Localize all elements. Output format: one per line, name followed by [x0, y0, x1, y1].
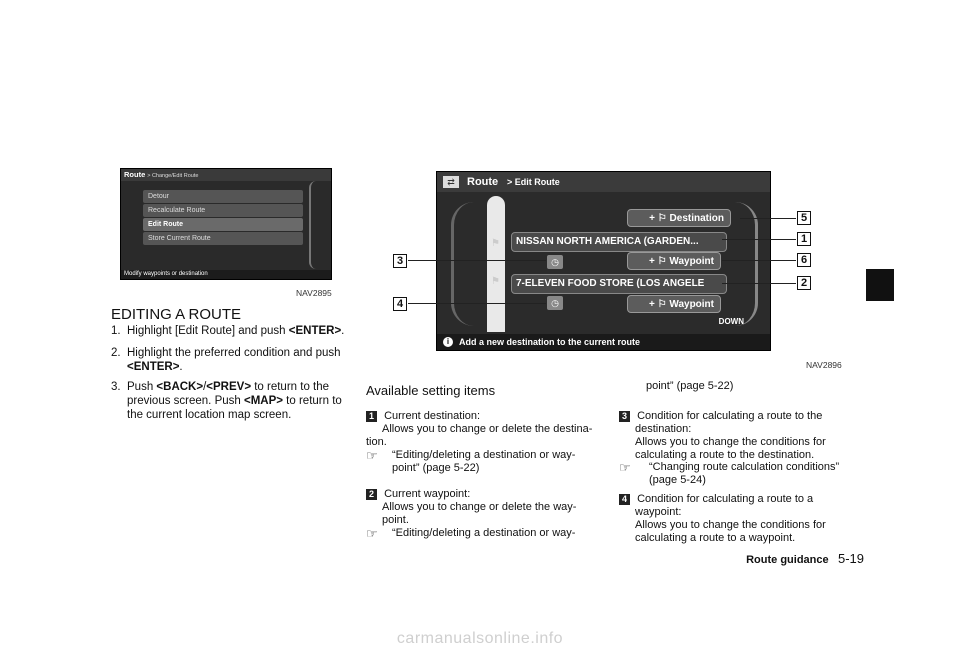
figure-caption-1: NAV2895	[296, 288, 332, 298]
item-current-destination: 1 Current destination: Allows you to change or delete the destina- tion.	[366, 410, 593, 448]
badge-3: 3	[619, 411, 630, 422]
callout-leader-1	[722, 239, 796, 240]
route-condition-icon-1[interactable]: ◷	[547, 255, 563, 269]
info-icon: i	[443, 337, 453, 347]
page-footer	[746, 551, 864, 566]
destination-row[interactable]: NISSAN NORTH AMERICA (GARDEN...	[511, 232, 727, 252]
scroll-rail	[309, 181, 323, 269]
section-title: EDITING A ROUTE	[111, 306, 242, 323]
route-icon: ⇄	[443, 176, 459, 188]
ref-route-conditions[interactable]: ☞ “Changing route calculation conditions” (page 5-24)	[619, 460, 840, 486]
figure-caption-2: NAV2896	[806, 360, 842, 370]
footer-section-name: Route guidance	[746, 554, 829, 566]
screen-header	[121, 169, 331, 181]
item-current-waypoint: 2 Current waypoint: Allows you to change or delete the way- point.	[366, 488, 598, 527]
waypoint-flag-icon: ⚑	[491, 276, 500, 287]
screen-footer: i Add a new destination to the current route	[437, 334, 770, 350]
ref-waypoint-1[interactable]: ☞ “Editing/deleting a destination or way-	[366, 526, 576, 541]
ref-destination-1[interactable]: ☞ “Editing/deleting a destination or way- point” (page 5-22)	[366, 448, 576, 474]
add-waypoint-button-2[interactable]: + ⚐ Waypoint	[627, 295, 721, 313]
screen-header	[437, 172, 770, 192]
badge-4: 4	[619, 494, 630, 505]
callout-3: 3	[393, 254, 407, 268]
callout-1: 1	[797, 232, 811, 246]
screen-subtitle: > Change/Edit Route	[147, 173, 199, 179]
scroll-arc-right	[735, 202, 758, 326]
callout-leader-4	[408, 303, 546, 304]
menu-item-detour[interactable]: Detour	[143, 190, 303, 203]
reference-arrow-icon: ☞	[366, 526, 378, 541]
screen-image-edit-route	[436, 171, 771, 351]
callout-leader-2	[722, 283, 796, 284]
route-bar	[487, 196, 505, 332]
section-tab-marker	[866, 269, 894, 301]
callout-6: 6	[797, 253, 811, 267]
destination-flag-icon: ⚑	[491, 238, 500, 249]
available-items-title: Available setting items	[366, 383, 496, 398]
callout-leader-3	[408, 260, 546, 261]
callout-5: 5	[797, 211, 811, 225]
callout-leader-5	[740, 218, 796, 219]
badge-2: 2	[366, 489, 377, 500]
reference-arrow-icon: ☞	[619, 460, 631, 475]
menu-item-edit-route[interactable]: Edit Route	[143, 218, 303, 231]
callout-2: 2	[797, 276, 811, 290]
menu-item-recalculate[interactable]: Recalculate Route	[143, 204, 303, 217]
route-condition-icon-2[interactable]: ◷	[547, 296, 563, 310]
screen-footer: Modify waypoints or destination	[121, 270, 331, 279]
screen-image-change-edit-route	[120, 168, 332, 280]
item-condition-waypoint: 4 Condition for calculating a route to a waypoint: Allows you to change the conditions for calculating a route to a waypoint.	[619, 493, 851, 545]
waypoint-row[interactable]: 7-ELEVEN FOOD STORE (LOS ANGELE	[511, 274, 727, 294]
callout-4: 4	[393, 297, 407, 311]
watermark: carmanualsonline.info	[396, 630, 564, 647]
scroll-arc-left	[451, 202, 474, 326]
screen-title: Route	[467, 176, 499, 188]
callout-leader-6	[722, 260, 796, 261]
screen-subtitle: > Edit Route	[507, 177, 560, 187]
reference-arrow-icon: ☞	[366, 448, 378, 463]
badge-1: 1	[366, 411, 377, 422]
footer-page-number: 5-19	[837, 551, 864, 566]
menu-item-store-route[interactable]: Store Current Route	[143, 232, 303, 245]
add-waypoint-button-1[interactable]: + ⚐ Waypoint	[627, 252, 721, 270]
ref-waypoint-1-cont[interactable]: point” (page 5-22)	[646, 380, 734, 392]
scroll-down-label[interactable]: DOWN	[718, 317, 744, 326]
route-menu	[143, 190, 303, 246]
item-condition-destination: 3 Condition for calculating a route to the destination: Allows you to change the conditions for calculating a route to the destination.	[619, 410, 851, 462]
add-destination-button[interactable]: + ⚐ Destination	[627, 209, 731, 227]
screen-title: Route	[124, 170, 146, 179]
